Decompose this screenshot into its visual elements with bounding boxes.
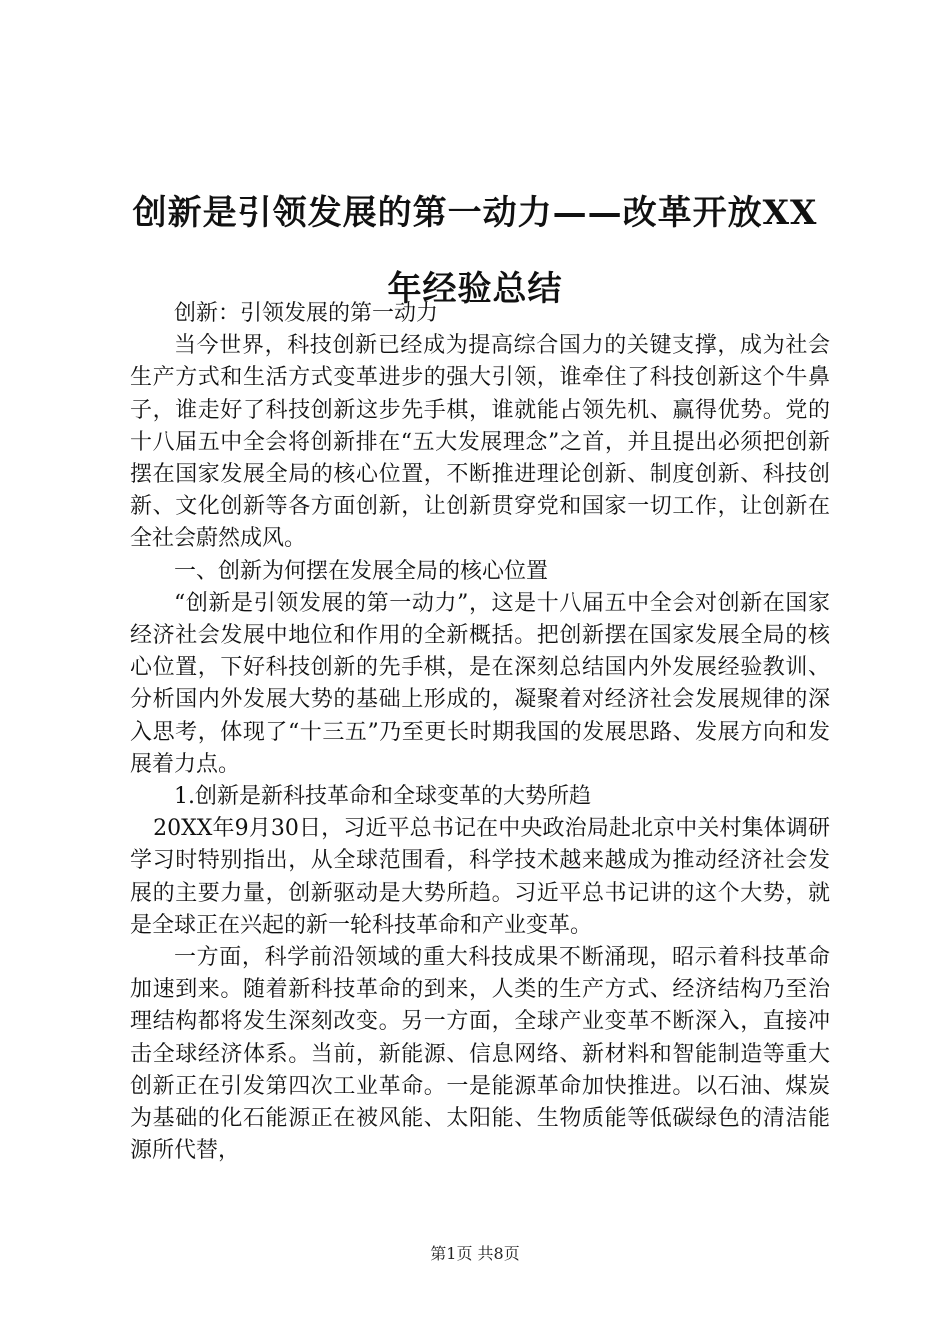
- document-title: 创新是引领发展的第一动力——改革开放XX年经验总结: [132, 193, 818, 309]
- body-paragraph: “创新是引领发展的第一动力”，这是十八届五中全会对创新在国家经济社会发展中地位和作用的全新概括。把创新摆在国家发展全局的核心位置，下好科技创新的先手棋，是在深刻总结国内外发展经验教训、分析国内外发展大势的基础上形成的，凝聚着对经济社会发展规律的深入思考，体现了“十三五”乃至更长时期我国的发展思路、发展方向和发展着力点。: [130, 590, 830, 777]
- document-body: [130, 298, 830, 1167]
- page-number-footer: 第1页 共8页: [430, 1244, 520, 1263]
- section-heading: 一、创新为何摆在发展全局的核心位置: [174, 558, 549, 584]
- subsection-heading: 1.创新是新科技革命和全球变革的大势所趋: [174, 784, 591, 810]
- body-paragraph: 一方面，科学前沿领域的重大科技成果不断涌现，昭示着科技革命加速到来。随着新科技革命的到来，人类的生产方式、经济结构乃至治理结构都将发生深刻改变。另一方面，全球产业变革不断深入，直接冲击全球经济体系。当前，新能源、信息网络、新材料和智能制造等重大创新正在引发第四次工业革命。一是能源革命加快推进。以石油、煤炭为基础的化石能源正在被风能、太阳能、生物质能等低碳绿色的清洁能源所代替，: [130, 945, 830, 1164]
- section-heading: 创新：引领发展的第一动力: [174, 301, 439, 326]
- body-paragraph: 20XX年9月30日，习近平总书记在中央政治局赴北京中关村集体调研学习时特别指出，从全球范围看，科学技术越来越成为推动经济社会发展的主要力量，创新驱动是大势所趋。习近平总书记讲的这个大势，就是全球正在兴起的新一轮科技革命和产业变革。: [130, 816, 830, 938]
- body-paragraph: 当今世界，科技创新已经成为提高综合国力的关键支撑，成为社会生产方式和生活方式变革进步的强大引领，谁牵住了科技创新这个牛鼻子，谁走好了科技创新这步先手棋，谁就能占领先机、赢得优势。党的十八届五中全会将创新排在“五大发展理念”之首，并且提出必须把创新摆在国家发展全局的核心位置，不断推进理论创新、制度创新、科技创新、文化创新等各方面创新，让创新贯穿党和国家一切工作，让创新在全社会蔚然成风。: [130, 333, 830, 552]
